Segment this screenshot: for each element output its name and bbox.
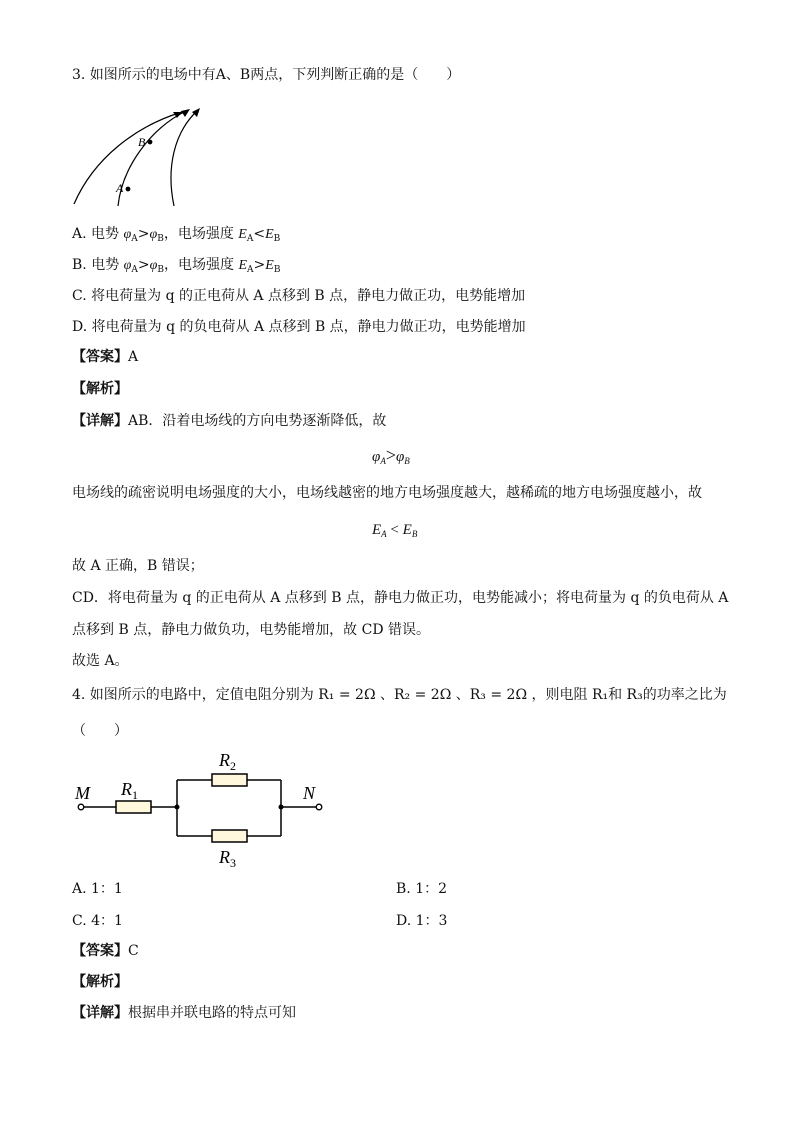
q3-detail-2: 电场线的疏密说明电场强度的大小，电场线越密的地方电场强度越大，越稀疏的地方电场强度越小，故 <box>72 485 702 501</box>
q3-answer-line <box>72 348 138 366</box>
label-r2: $R_2$ <box>219 750 236 773</box>
point-a <box>126 187 131 192</box>
q3-equation-2: $E_A < E_B$ <box>372 522 418 539</box>
terminal-m <box>78 804 84 810</box>
q3-detail-4: CD．将电荷量为 q 的正电荷从 A 点移到 B 点，静电力做正功，电势能减小；将电荷量为 q 的负电荷从 A <box>72 590 729 606</box>
resistor-r3 <box>212 830 247 842</box>
label-r3: $R_3$ <box>219 847 236 870</box>
label-n: N <box>303 783 316 803</box>
q3-detail-5: 点移到 B 点，静电力做负功，电势能增加，故 CD 错误。 <box>72 622 431 638</box>
q4-stem-line-1: 4. 如图所示的电路中，定值电阻分别为 R₁ = 2Ω 、R₂ = 2Ω 、R₃ = 2Ω ，则电阻 R₁和 R₃的功率之比为 <box>72 687 727 703</box>
q3-analysis-tag: 【解析】 <box>72 381 128 397</box>
field-line-middle <box>118 110 188 206</box>
terminal-n <box>316 804 322 810</box>
field-line-right <box>171 110 198 206</box>
q4-detail-1: 【详解】根据串并联电路的特点可知 <box>72 1005 296 1021</box>
junction-left <box>175 805 180 810</box>
q3-option-d: D. 将电荷量为 q 的负电荷从 A 点移到 B 点，静电力做正功，电势能增加 <box>72 319 526 335</box>
q3-option-c: C. 将电荷量为 q 的正电荷从 A 点移到 B 点，静电力做正功，电势能增加 <box>72 288 526 304</box>
answer-value: A <box>128 349 139 365</box>
q4-answer-line: 【答案】C <box>72 943 139 959</box>
label-r1: $R_1$ <box>121 779 138 802</box>
q4-option-d: D. 1：3 <box>396 913 448 929</box>
q3-option-a: A. 电势 $\varphi_A>\varphi_B$，电场强度 $E_A<E_B$ <box>72 226 281 244</box>
q3-option-b: B. 电势 $\varphi_A>\varphi_B$，电场强度 $E_A>E_B$ <box>72 257 281 275</box>
label-b: B <box>138 135 146 149</box>
circuit-diagram <box>70 742 340 872</box>
q4-option-b: B. 1：2 <box>396 881 448 897</box>
label-a: A <box>116 181 124 195</box>
q3-equation-1: $\varphi_A>\varphi_B$ <box>372 445 410 466</box>
q3-stem: 3. 如图所示的电场中有A、B两点，下列判断正确的是（ ） <box>72 67 461 83</box>
resistor-r2 <box>212 774 247 786</box>
resistor-r1 <box>116 801 151 813</box>
point-b <box>148 140 153 145</box>
answer-tag: 【答案】 <box>72 349 128 365</box>
q4-option-a: A. 1：1 <box>72 881 123 897</box>
arrow-middle <box>181 109 190 117</box>
label-m: M <box>75 783 90 803</box>
q3-detail-1: 【详解】AB．沿着电场线的方向电势逐渐降低，故 <box>72 413 387 429</box>
q3-detail-6: 故选 A。 <box>72 653 129 669</box>
q3-detail-3: 故 A 正确，B 错误； <box>72 558 204 574</box>
q4-option-c: C. 4：1 <box>72 913 123 929</box>
junction-right <box>279 805 284 810</box>
electric-field-figure <box>66 108 206 212</box>
q4-analysis-tag: 【解析】 <box>72 974 128 990</box>
q4-stem-line-2: （ ） <box>72 723 128 739</box>
